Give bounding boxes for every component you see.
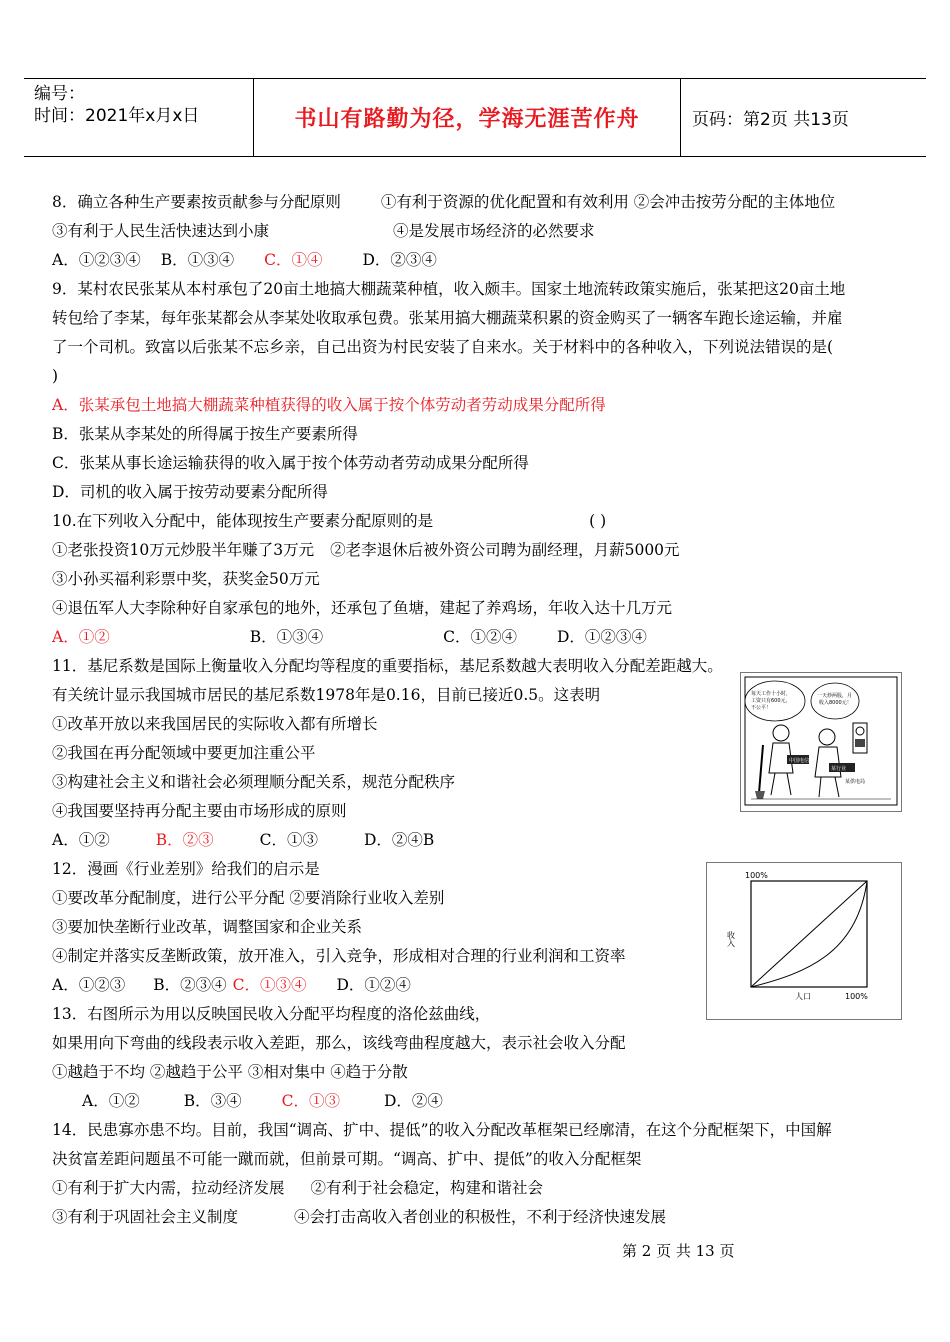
q11-item1: ①改革开放以来我国居民的实际收入都有所增长 (52, 715, 378, 733)
number-label: 编号： (34, 84, 85, 104)
header-page-code: 页码：第2页 共13页 (692, 110, 849, 130)
page-header (24, 78, 926, 157)
q14-line1: 14．民患寡亦患不均。目前，我国“调高、扩中、提低”的收入分配改革框架已经廓清，在这个分配框架下，中国解 (52, 1121, 832, 1139)
q9-line2: 转包给了李某，每年张某都会从李某处收取承包费。张某用搞大棚蔬菜积累的资金购买了一辆客车跑长途运输，并雇 (52, 309, 843, 327)
q13-line2: 如果用向下弯曲的线段表示收入差距，那么，该线弯曲程度越大，表示社会收入分配 (52, 1034, 626, 1052)
q13-option-c: C．①③ (281, 1092, 340, 1110)
sign3-text: 某供电局 (845, 779, 866, 785)
q9-option-a: A．张某承包土地搞大棚蔬菜种植获得的收入属于按个体劳动者劳动成果分配所得 (52, 396, 606, 414)
bubble-right-text: 一天炒两股，月 收入8000元！ (817, 693, 853, 706)
sign2-text: 某行业 (831, 766, 847, 772)
q12-option-b: B．②③④ (153, 976, 227, 994)
q10-option-b: B．①③④ (249, 628, 324, 646)
q9-line3: 了一个司机。致富以后张某不忘乡亲，自己出资为村民安装了自来水。关于材料中的各种收入，下列说法错误的是( (52, 338, 834, 356)
q10-options (52, 623, 904, 652)
q13-options (52, 1087, 904, 1116)
q10-option-c: C．①②④ (443, 628, 517, 646)
q10-item4: ④退伍军人大李除种好自家承包的地外，还承包了鱼塘，建起了养鸡场，年收入达十几万元 (52, 599, 673, 617)
q12-option-c: C．①③④ (232, 976, 307, 994)
q11-item2: ②我国在再分配领域中要更加注重公平 (52, 744, 316, 762)
q14-items-3-4: ③有利于巩固社会主义制度 ④会打击高收入者创业的积极性，不利于经济快速发展 (52, 1208, 667, 1226)
q8-option-d: D．②③④ (362, 251, 437, 269)
q12-option-a: A．①②③ (52, 976, 126, 994)
q13-items: ①越趋于不均 ②越趋于公平 ③相对集中 ④趋于分散 (52, 1063, 408, 1081)
header-motto: 书山有路勤为径，学海无涯苦作舟 (254, 79, 681, 156)
q12-item1: ①要改革分配制度，进行公平分配 ②要消除行业收入差别 (52, 889, 445, 907)
time-label: 时间：2021年x月x日 (34, 106, 200, 126)
q11-line1: 11．基尼系数是国际上衡量收入分配均等程度的重要指标，基尼系数越大表明收入分配差距越大。 (52, 657, 723, 675)
q14-items-1-2: ①有利于扩大内需，拉动经济发展 ②有利于社会稳定，构建和谐社会 (52, 1179, 544, 1197)
q13-line1: 13．右图所示为用以反映国民收入分配平均程度的洛伦兹曲线， (52, 1005, 491, 1023)
q12-item2: ③要加快垄断行业改革，调整国家和企业关系 (52, 918, 363, 936)
x-axis-label: 人口 (795, 992, 811, 1001)
q9-line1: 9．某村农民张某从本村承包了20亩土地搞大棚蔬菜种植，收入颇丰。国家土地流转政策实施后，张某把这20亩土地 (52, 280, 846, 298)
q14-line2: 决贫富差距问题虽不可能一蹴而就，但前景可期。“调高、扩中、提低”的收入分配框架 (52, 1150, 642, 1168)
q9-line4: ) (52, 367, 59, 385)
header-meta (24, 79, 254, 156)
q13-option-b: B．③④ (183, 1092, 242, 1110)
industry-difference-cartoon (740, 672, 902, 812)
q13-option-d: D．②④ (383, 1092, 443, 1110)
q13-option-a: A．①② (82, 1092, 140, 1110)
q12-stem: 12．漫画《行业差别》给我们的启示是 (52, 860, 320, 878)
q10-stem: 10.在下列收入分配中，能体现按生产要素分配原则的是 ( ) (52, 512, 607, 530)
q11-line2: 有关统计显示我国城市居民的基尼系数1978年是0.16，目前已接近0.5。这表明 (52, 686, 601, 704)
q8-line2: ③有利于人民生活快速达到小康 ④是发展市场经济的必然要求 (52, 222, 595, 240)
q11-option-c: C．①③ (259, 831, 318, 849)
top-axis-label: 100% (745, 871, 768, 880)
q8-option-c: C．①④ (264, 251, 323, 269)
bubble-left-text: 每天工作十小时， 工资只有600元， 不公平！ (751, 691, 792, 711)
y-axis-label: 收入 (726, 931, 736, 947)
q11-item4: ④我国要坚持再分配主要由市场形成的原则 (52, 802, 347, 820)
q11-options (52, 826, 904, 855)
right-axis-label: 100% (845, 992, 868, 1001)
sign1-text: 中国电信 (789, 758, 810, 764)
q8-line1: 8．确立各种生产要素按贡献参与分配原则 ①有利于资源的优化配置和有效利用 ②会冲击按劳分配的主体地位 (52, 193, 836, 211)
q8-option-b: B．①③④ (160, 251, 235, 269)
q10-item3: ③小孙买福利彩票中奖，获奖金50万元 (52, 570, 320, 588)
lorenz-curve-figure (706, 862, 902, 1020)
q10-items-1-2: ①老张投资10万元炒股半年赚了3万元 ②老李退休后被外资公司聘为副经理，月薪5000元 (52, 541, 680, 559)
q11-option-a: A．①② (52, 831, 110, 849)
lorenz-curve-chart (707, 863, 901, 1019)
equality-line (751, 881, 867, 987)
q11-option-b: B．②③ (155, 831, 214, 849)
cartoon-drawing (741, 673, 901, 811)
q8-option-a: A．①②③④ (52, 251, 141, 269)
page-footer: 第 2 页 共 13 页 (622, 1242, 735, 1260)
q11-option-d: D．②④B (363, 831, 435, 849)
q12-item3: ④制定并落实反垄断政策，放开准入，引入竞争，形成相对合理的行业利润和工资率 (52, 947, 626, 965)
answer-bracket: ( ) (589, 512, 607, 530)
q12-option-d: D．①②④ (336, 976, 411, 994)
q9-option-b: B．张某从李某处的所得属于按生产要素所得 (52, 425, 358, 443)
q9-option-d: D．司机的收入属于按劳动要素分配所得 (52, 483, 328, 501)
q8-options (52, 246, 904, 275)
q10-option-d: D．①②③④ (556, 628, 647, 646)
q9-option-c: C．张某从事长途运输获得的收入属于按个体劳动者劳动成果分配所得 (52, 454, 529, 472)
q10-option-a: A．①② (52, 628, 110, 646)
q11-item3: ③构建社会主义和谐社会必须理顺分配关系，规范分配秩序 (52, 773, 456, 791)
